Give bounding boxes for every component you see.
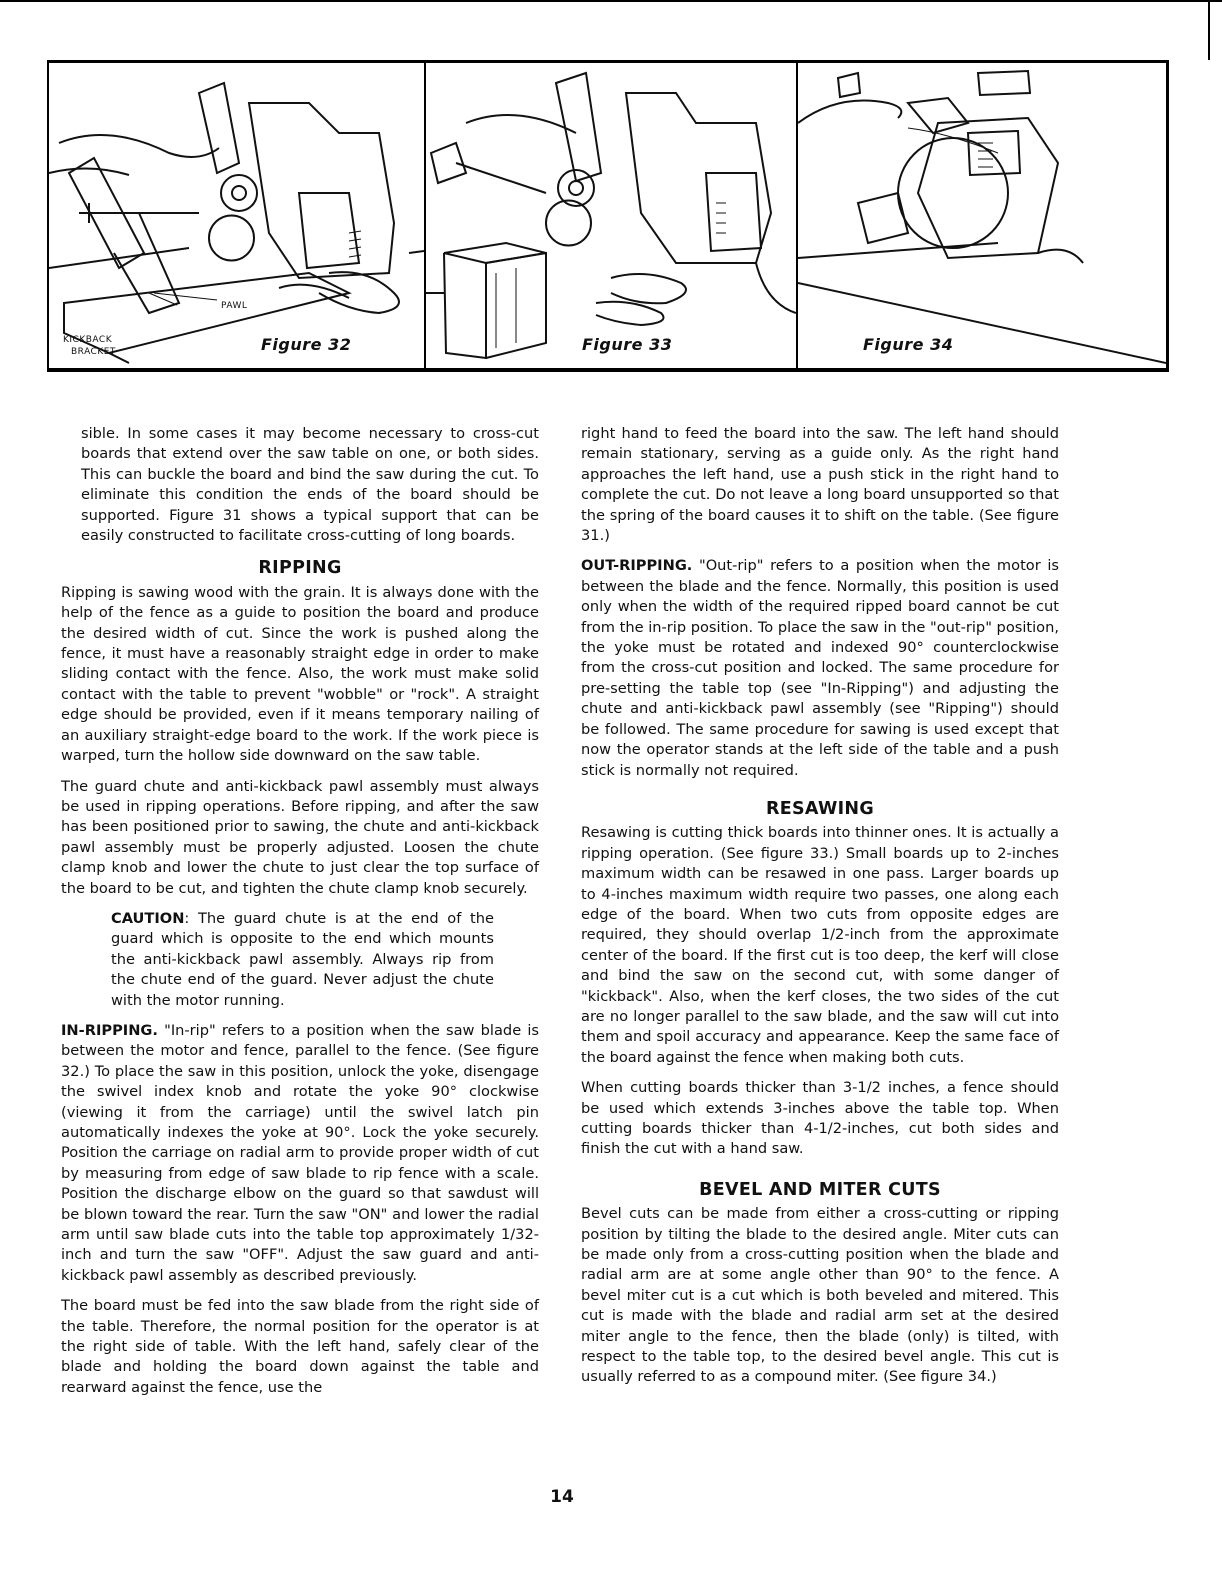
pawl-label: PAWL [221, 301, 248, 311]
figure-34-caption: Figure 34 [863, 335, 954, 354]
paragraph: The guard chute and anti-kickback pawl assembly must always be used in ripping operations. Before ripping, and after the saw has been positioned prior to sawing, the chute and anti-kickback pawl assembly must be properly adjusted. Loosen the chute clamp knob and lower the chute to just clear the top surface of the board to be cut, and tighten the chute clamp knob securely. [61, 777, 539, 897]
figure-32-caption: Figure 32 [261, 335, 352, 354]
scan-edge-right [1208, 0, 1210, 60]
paragraph: When cutting boards thicker than 3-1/2 inches, a fence should be used which extends 3-inches above the table top. When cutting boards thicker than 4-1/2-inches, cut both sides and finish the cut with a hand saw. [581, 1079, 1059, 1158]
ripping-heading: RIPPING [258, 558, 342, 579]
in-ripping-paragraph [61, 1021, 539, 1286]
figure-32-illustration [49, 63, 424, 368]
figure-34 [798, 63, 1166, 368]
paragraph: The board must be fed into the saw blade from the right side of the table. Therefore, the normal position for the operator is at the right side of table. With the left hand, safely clear of the blade and holding the board down against the table and rearward against the fence, use the [61, 1297, 539, 1396]
paragraph: right hand to feed the board into the saw. The left hand should remain stationary, serving as a guide only. As the right hand approaches the left hand, use a push stick in the right hand to complete the cut. Do not leave a long board unsupported so that the spring of the board causes it to shift on the table. (See figure 31.) [581, 425, 1059, 545]
figure-strip [47, 60, 1169, 372]
kickback-label: KICKBACK [63, 335, 113, 345]
figure-32 [49, 63, 424, 368]
out-ripping-text: "Out-rip" refers to a position when the motor is between the blade and the fence. Normally, this position is used only when the width of the required ripped board cannot be cut from the in-rip position. To place the saw in the "out-rip" position, the yoke must be rotated and indexed 90° counterclockwise from the cross-cut position and locked. The same procedure for pre-setting the table top (see "In-Ripping") and adjusting the chute and anti-kickback pawl assembly (see "Ripping") should be followed. The same procedure for sawing is used except that now the operator stands at the left side of the table and a push stick is normally not required. [581, 557, 1059, 779]
figure-33 [426, 63, 796, 368]
out-ripping-paragraph [581, 556, 1059, 780]
paragraph: Resawing is cutting thick boards into thinner ones. It is actually a ripping operation. (See figure 33.) Small boards up to 2-inches maximum width can be resawed in one pass. Larger boards up to 4-inches maximum width require two passes, one along each edge of the board. When two cuts from opposite edges are required, they should overlap 1/2-inch from the approximate center of the board. If the first cut is too deep, the kerf will close and bind the saw on the second cut, with some danger of "kickback". Also, when the kerf closes, the two sides of the cut are no longer parallel to the saw blade, and the saw will cut into them and spoil accuracy and appearance. Keep the same face of the board against the fence when making both cuts. [581, 824, 1059, 1066]
caution-paragraph [111, 909, 494, 1011]
figure-33-caption: Figure 33 [582, 335, 673, 354]
paragraph: Ripping is sawing wood with the grain. It is always done with the help of the fence as a guide to position the board and produce the desired width of cut. Since the work is pushed along the fence, it must have a reasonably straight edge in order to make sliding contact with the fence. Also, the work must make solid contact with the table to prevent "wobble" or "rock". A straight edge should be provided, even if it means temporary nailing of an auxiliary straight-edge board to the work. If the work piece is warped, turn the hollow side downward on the saw table. [61, 583, 539, 765]
right-column [581, 424, 1059, 1398]
left-column [61, 424, 539, 1408]
bracket-label: BRACKET [71, 347, 116, 357]
in-ripping-text: "In-rip" refers to a position when the saw blade is between the motor and fence, parallel to the fence. (See figure 32.) To place the saw in this position, unlock the yoke, disengage the swivel index knob and rotate the yoke 90° clockwise (viewing it from the carriage) until the swivel latch pin automatically indexes the yoke at 90°. Lock the yoke securely. Position the carriage on radial arm to provide proper width of cut by measuring from edge of saw blade to rip fence with a scale. Position the discharge elbow on the guard so that sawdust will be blown toward the rear. Turn the saw "ON" and lower the radial arm until saw blade cuts into the table top approximately 1/32-inch and turn the saw "OFF". Adjust the saw guard and anti-kickback pawl assembly as described previously. [61, 1021, 539, 1284]
caution-lead: CAUTION [111, 909, 185, 927]
scan-edge-top [0, 0, 1222, 2]
bevel-miter-heading: BEVEL AND MITER CUTS [699, 1179, 941, 1200]
resawing-heading: RESAWING [765, 798, 874, 819]
paragraph: Bevel cuts can be made from either a cross-cutting or ripping position by tilting the blade to the desired angle. Miter cuts can be made only from a cross-cutting position when the blade and radial arm are at some angle other than 90° to the fence. A bevel miter cut is a cut which is both beveled and mitered. This cut is made with the blade and radial arm set at the desired miter angle to the fence, then the blade (only) is tilted, with respect to the table top, to the desired bevel angle. This cut is usually referred to as a compound miter. (See figure 34.) [581, 1205, 1059, 1386]
paragraph: sible. In some cases it may become necessary to cross-cut boards that extend over the saw table on one, or both sides. This can buckle the board and bind the saw during the cut. To eliminate this condition the ends of the board should be supported. Figure 31 shows a typical support that can be easily constructed to facilitate cross-cutting of long boards. [81, 425, 539, 545]
figure-33-illustration [426, 63, 796, 368]
caution-text: : The guard chute is at the end of the guard which is opposite to the end which mounts the anti-kickback pawl assembly. Always rip from the chute end of the guard. Never adjust the chute with the motor running. [111, 909, 494, 1009]
figure-34-illustration [798, 63, 1166, 368]
out-ripping-lead: OUT-RIPPING. [581, 557, 693, 575]
in-ripping-lead: IN-RIPPING. [61, 1021, 158, 1039]
page-number: 14 [550, 1487, 574, 1507]
